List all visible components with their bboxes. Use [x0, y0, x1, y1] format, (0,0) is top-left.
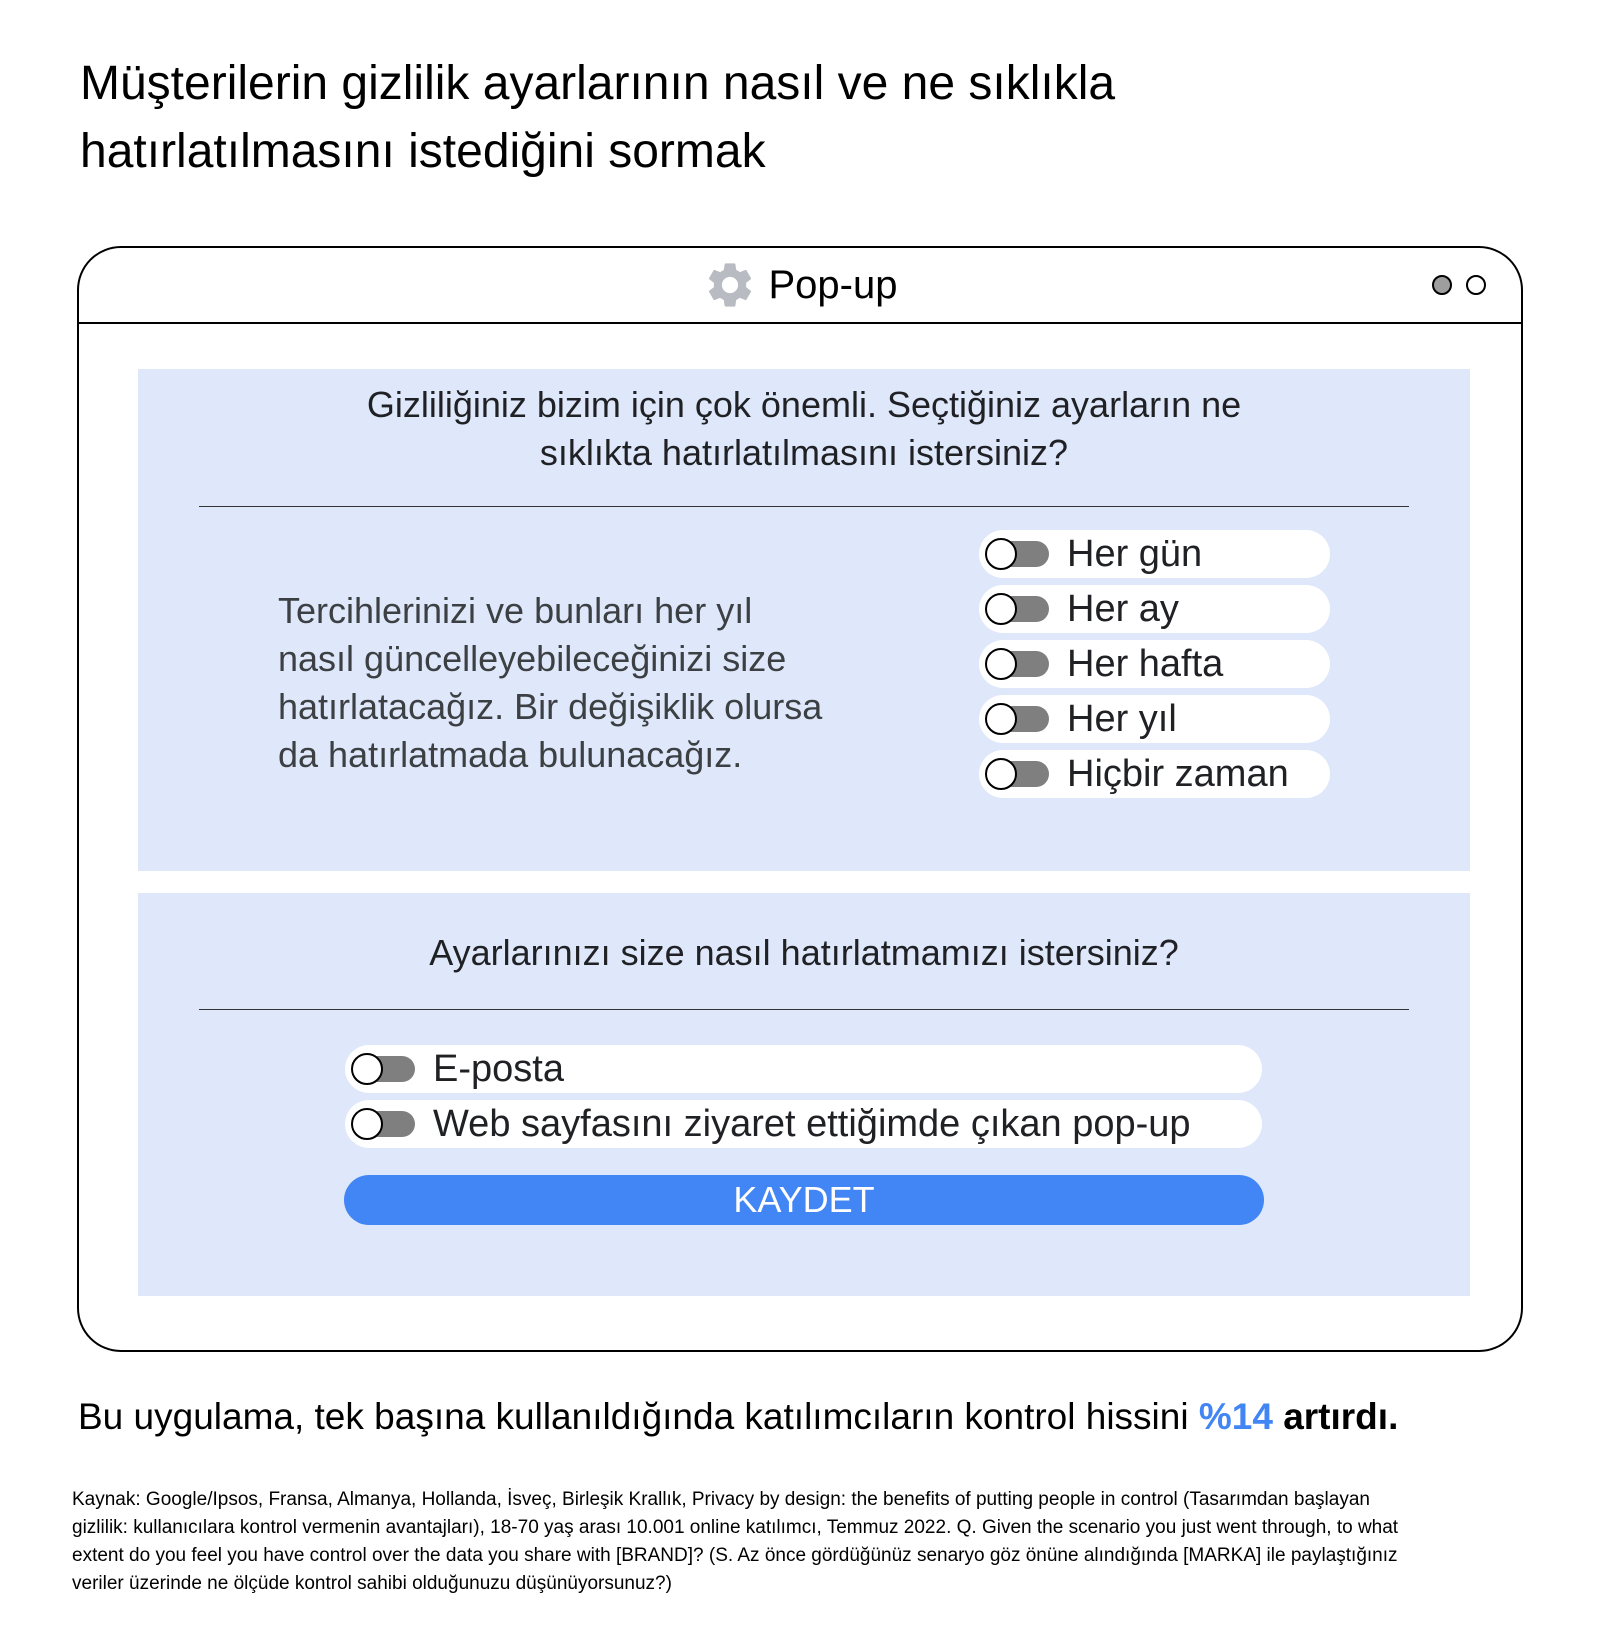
result-period: .	[1388, 1396, 1399, 1437]
option-label: Her yıl	[1067, 697, 1177, 740]
info-line-4: da hatırlatmada bulunacağız.	[278, 734, 743, 775]
result-statement	[78, 1396, 1558, 1438]
option-label: Her ay	[1067, 587, 1179, 630]
toggle-switch[interactable]	[985, 593, 1049, 625]
frequency-question	[138, 381, 1470, 477]
info-line-1: Tercihlerinizi ve bunları her yıl	[278, 590, 753, 631]
headline-line-2: hatırlatılmasını istediğini sormak	[80, 125, 766, 178]
option-daily[interactable]	[979, 530, 1330, 578]
gear-icon	[703, 258, 757, 312]
frequency-question-line-1: Gizliliğiniz bizim için çok önemli. Seçtiğiniz ayarların ne	[366, 384, 1242, 425]
frequency-panel	[138, 369, 1470, 871]
source-line-4: veriler üzerinde ne ölçüde kontrol sahibi olduğunuzu düşünüyorsunuz?)	[72, 1573, 672, 1594]
reminder-info-text	[278, 587, 918, 779]
source-line-2: gizlilik: kullanıcılara kontrol vermenin avantajları), 18-70 yaş arası 10.001 online katılımcı, Temmuz 2022. Q. Given the scenario you just went through, to what	[72, 1517, 1399, 1538]
option-label: Hiçbir zaman	[1067, 752, 1289, 795]
option-label: Web sayfasını ziyaret ettiğimde çıkan pop-up	[433, 1102, 1191, 1145]
window-dot-empty[interactable]	[1466, 275, 1486, 295]
option-label: E-posta	[433, 1047, 564, 1090]
page-headline	[80, 50, 1380, 186]
info-line-2: nasıl güncelleyebileceğinizi size	[278, 638, 787, 679]
option-monthly[interactable]	[979, 585, 1330, 633]
toggle-switch[interactable]	[351, 1108, 415, 1140]
window-titlebar	[79, 248, 1521, 324]
divider	[199, 506, 1409, 507]
source-line-3: extent do you feel you have control over the data you share with [BRAND]? (S. Az önce gördüğünüz senaryo göz önüne alındığında [MARKA] ile paylaştığınız	[72, 1545, 1398, 1566]
result-emphasis: artırdı	[1283, 1396, 1389, 1437]
option-email[interactable]	[345, 1045, 1262, 1093]
method-question: Ayarlarınızı size nasıl hatırlatmamızı istersiniz?	[429, 932, 1179, 973]
toggle-switch[interactable]	[985, 703, 1049, 735]
source-line-1: Kaynak: Google/Ipsos, Fransa, Almanya, Hollanda, İsveç, Birleşik Krallık, Privacy by design: the benefits of putting people in control (Tasarımdan başlayan	[72, 1489, 1370, 1510]
option-yearly[interactable]	[979, 695, 1330, 743]
method-panel	[138, 893, 1470, 1296]
option-label: Her gün	[1067, 532, 1203, 575]
window-title-group	[79, 258, 1521, 312]
source-footnote	[72, 1486, 1552, 1598]
option-weekly[interactable]	[979, 640, 1330, 688]
toggle-switch[interactable]	[985, 538, 1049, 570]
toggle-switch[interactable]	[985, 648, 1049, 680]
info-line-3: hatırlatacağız. Bir değişiklik olursa	[278, 686, 823, 727]
window-dot-filled[interactable]	[1432, 275, 1452, 295]
option-popup[interactable]	[345, 1100, 1262, 1148]
popup-window	[77, 246, 1523, 1352]
option-label: Her hafta	[1067, 642, 1224, 685]
divider	[199, 1009, 1409, 1010]
toggle-switch[interactable]	[351, 1053, 415, 1085]
headline-line-1: Müşterilerin gizlilik ayarlarının nasıl ve ne sıklıkla	[80, 57, 1116, 110]
frequency-question-line-2: sıklıkta hatırlatılmasını istersiniz?	[539, 432, 1069, 473]
option-never[interactable]	[979, 750, 1330, 798]
save-button[interactable]: KAYDET	[344, 1175, 1264, 1225]
toggle-switch[interactable]	[985, 758, 1049, 790]
window-title: Pop-up	[768, 262, 898, 307]
result-percent: %14	[1198, 1396, 1273, 1437]
result-text: Bu uygulama, tek başına kullanıldığında katılımcıların kontrol hissini	[78, 1396, 1189, 1437]
